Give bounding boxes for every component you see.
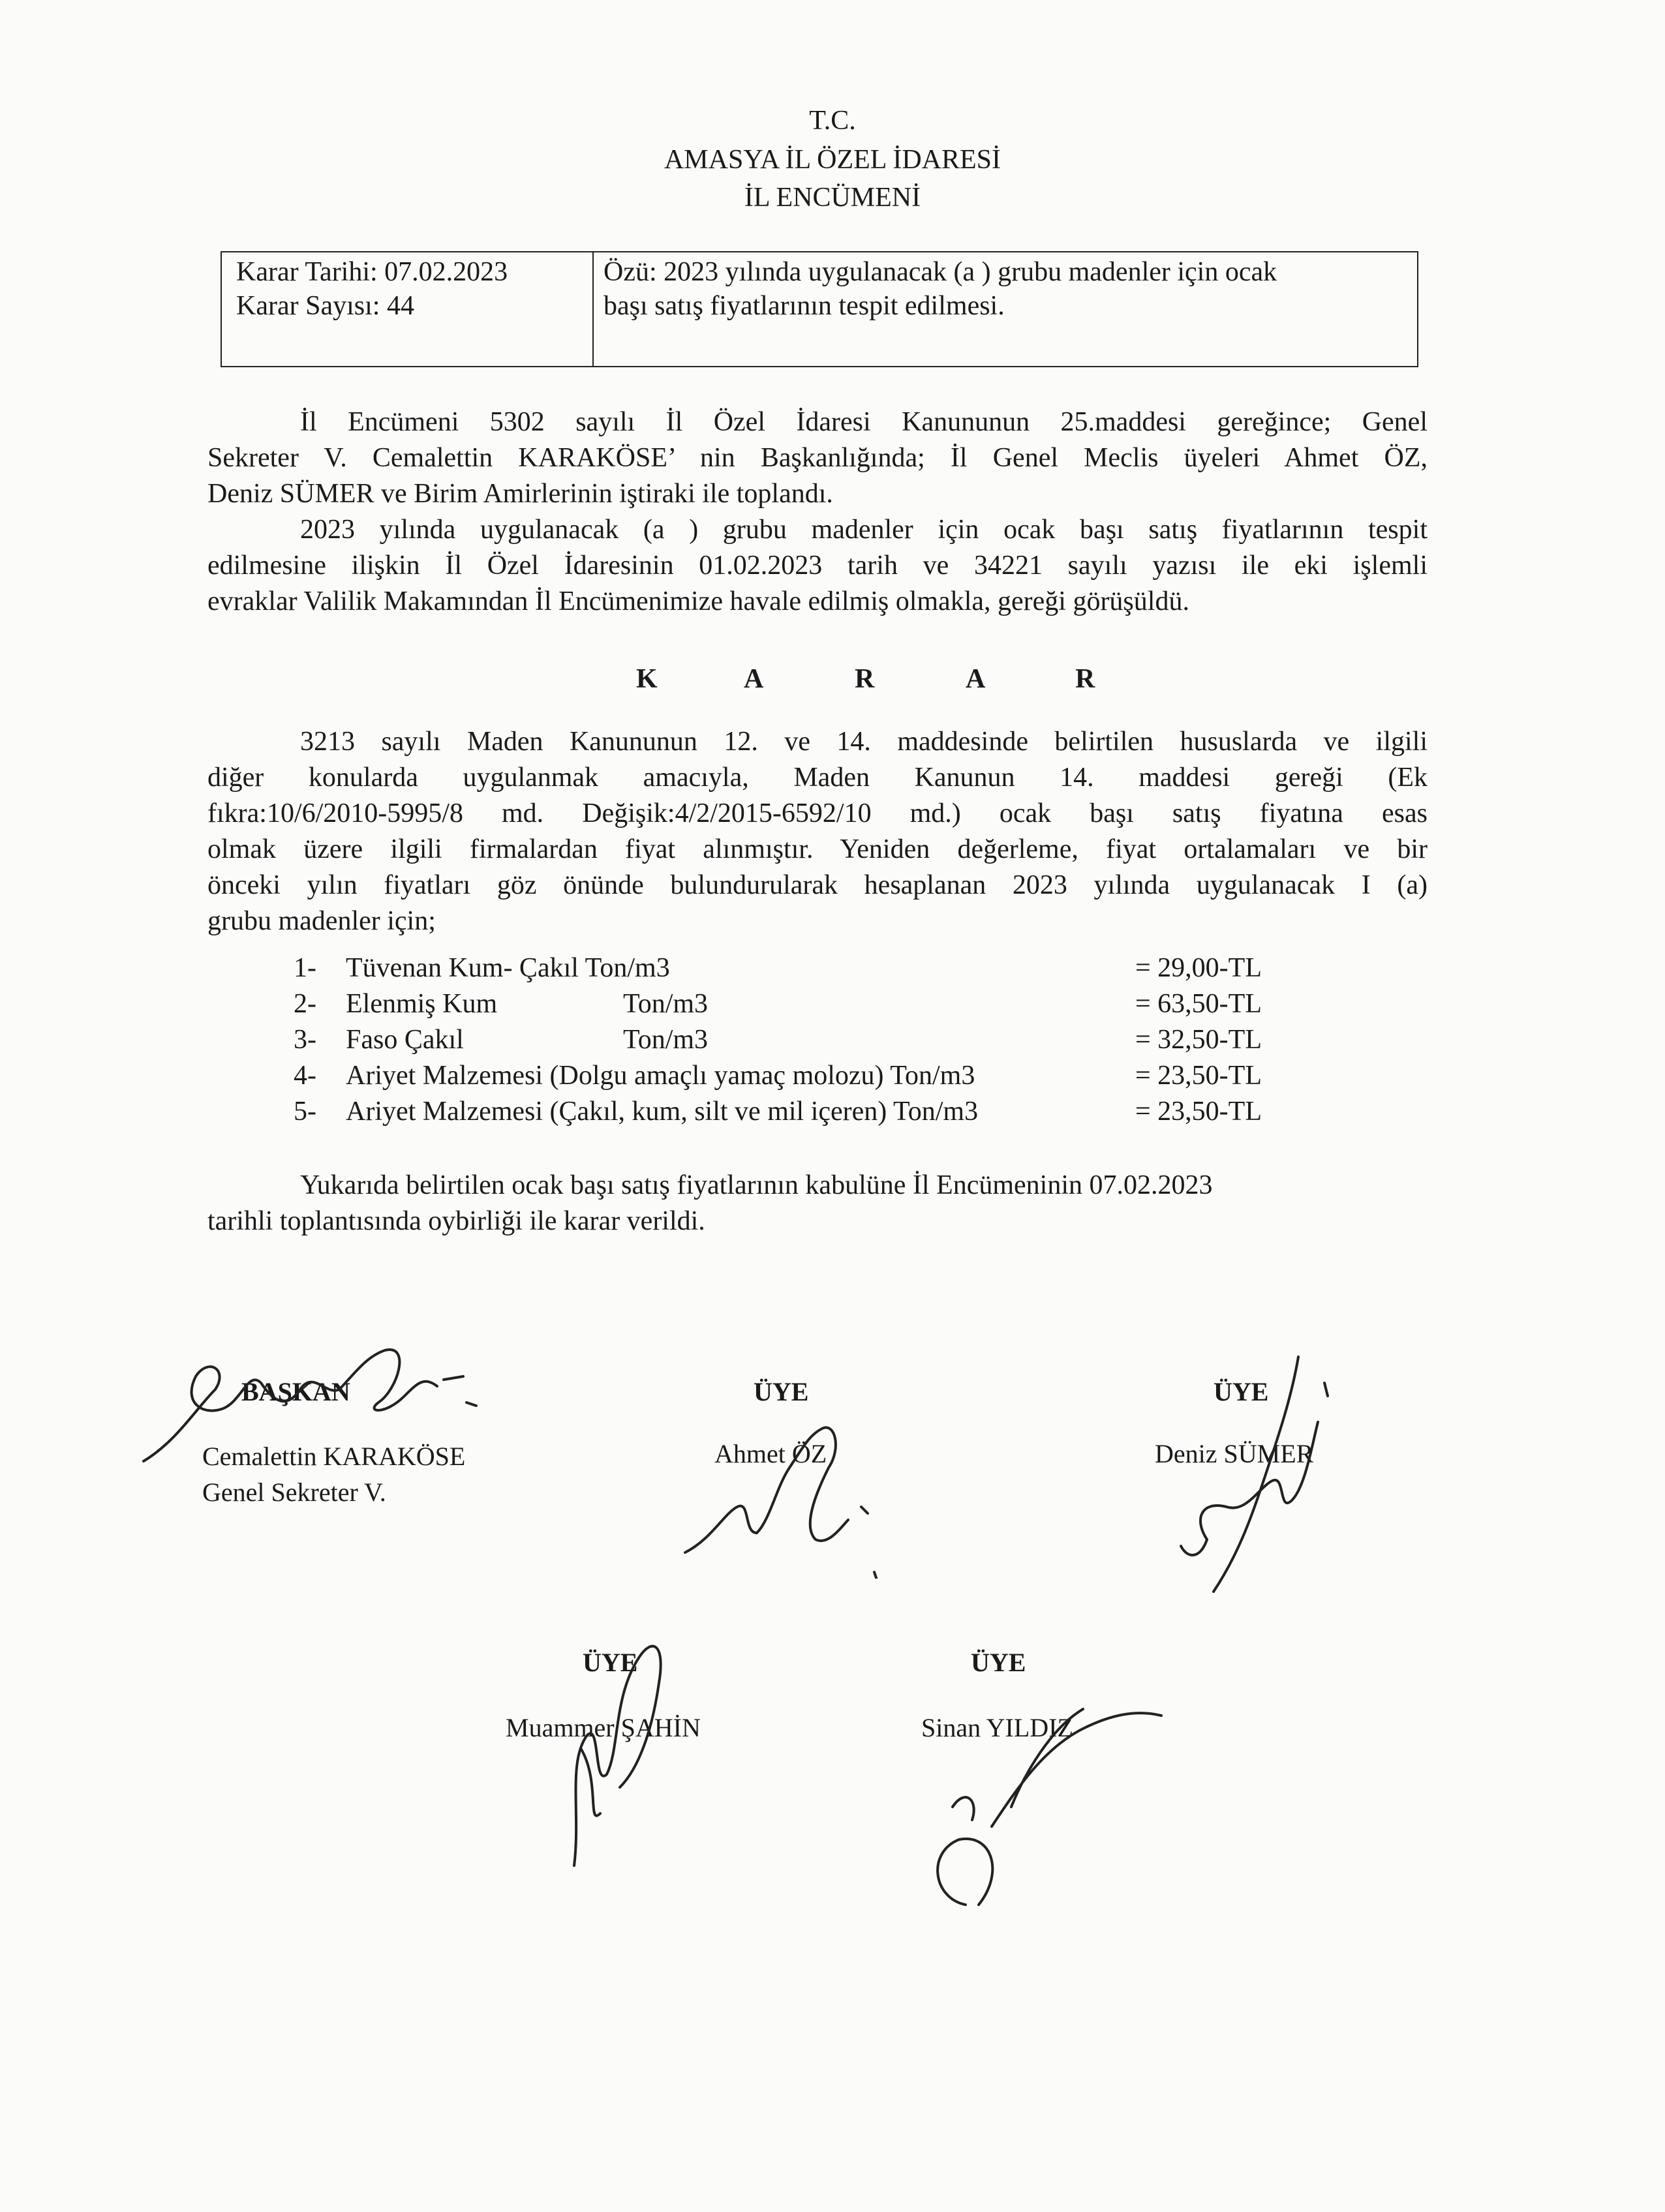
item-price: = 23,50-TL <box>1135 1097 1262 1127</box>
summary-line: Özü: 2023 yılında uygulanacak (a ) grubu madenler için ocak <box>603 257 1277 287</box>
president-signature-scribble <box>137 1331 502 1481</box>
closing-paragraph <box>207 1168 1382 1239</box>
karar-letter: R <box>1075 664 1095 694</box>
member1-signature-scribble <box>672 1409 894 1579</box>
paragraph-line: olmak üzere ilgili firmalardan fiyat alınmıştır. Yeniden değerleme, fiyat ortalamaları ve bir <box>207 834 1428 864</box>
item-unit: Ton/m3 <box>623 989 709 1019</box>
member3-name: Muammer ŞAHİN <box>506 1713 701 1742</box>
karar-letter: K <box>636 664 658 694</box>
member1-name: Ahmet ÖZ <box>714 1439 827 1468</box>
item-name: Elenmiş Kum <box>346 989 498 1019</box>
item-name: Ariyet Malzemesi (Çakıl, kum, silt ve mil içeren) Ton/m3 <box>346 1097 979 1127</box>
header-council: İL ENCÜMENİ <box>744 183 921 213</box>
member4-name: Sinan YILDIZ <box>921 1713 1073 1742</box>
karar-letter: A <box>744 664 764 694</box>
decision-date: Karar Tarihi: 07.02.2023 <box>236 257 508 287</box>
karar-letter: A <box>966 664 986 694</box>
paragraph-line: önceki yılın fiyatları göz önünde bulundurularak hesaplanan 2023 yılında uygulanacak I (a) <box>207 870 1428 900</box>
item-name: Tüvenan Kum- Çakıl Ton/m3 <box>346 953 670 983</box>
item-number: 3- <box>294 1025 316 1055</box>
signatory-name: Cemalettin KARAKÖSE <box>202 1442 466 1471</box>
member4-signature-scribble <box>887 1657 1187 1931</box>
decision-paragraph <box>207 724 1428 939</box>
karar-heading <box>0 663 1665 703</box>
paragraph-line: fıkra:10/6/2010-5995/8 md. Değişik:4/2/2015-6592/10 md.) ocak başı satış fiyatına esas <box>207 798 1428 828</box>
paragraph-line: tarihli toplantısında oybirliği ile karar verildi. <box>207 1206 705 1236</box>
info-box-divider <box>592 252 594 366</box>
karar-letter: R <box>855 664 875 694</box>
decision-meta <box>236 255 508 323</box>
item-name: Faso Çakıl <box>346 1025 464 1055</box>
paragraph-line: İl Encümeni 5302 sayılı İl Özel İdaresi Kanununun 25.maddesi gereğince; Genel <box>300 407 1428 437</box>
paragraph-line: Yukarıda belirtilen ocak başı satış fiyatlarının kabulüne İl Encümeninin 07.02.2023 <box>300 1170 1213 1200</box>
item-price: = 32,50-TL <box>1135 1025 1262 1055</box>
intro-paragraph-1 <box>207 404 1428 512</box>
paragraph-line: diğer konularda uygulanmak amacıyla, Maden Kanunun 14. maddesi gereği (Ek <box>207 763 1428 793</box>
member3-signature-scribble <box>548 1618 705 1892</box>
paragraph-line: grubu madenler için; <box>207 906 436 936</box>
item-price: = 23,50-TL <box>1135 1061 1262 1091</box>
paragraph-line: 3213 sayılı Maden Kanununun 12. ve 14. maddesinde belirtilen hususlarda ve ilgili <box>300 727 1428 757</box>
intro-paragraph-2 <box>207 512 1428 620</box>
item-number: 4- <box>294 1061 316 1091</box>
paragraph-line: edilmesine ilişkin İl Özel İdaresinin 01.02.2023 tarih ve 34221 sayılı yazısı ile eki işlemli <box>207 551 1428 581</box>
decision-info-box <box>221 251 1418 367</box>
signatory-role: ÜYE <box>1214 1377 1269 1406</box>
decision-number: Karar Sayısı: 44 <box>236 291 414 321</box>
item-price: = 63,50-TL <box>1135 989 1262 1019</box>
header-tc: T.C. <box>809 106 856 136</box>
summary-line: başı satış fiyatlarının tespit edilmesi. <box>603 291 1005 321</box>
item-name: Ariyet Malzemesi (Dolgu amaçlı yamaç molozu) Ton/m3 <box>346 1061 975 1091</box>
member2-name: Deniz SÜMER <box>1155 1439 1314 1468</box>
member1-signature-block <box>754 1376 808 1407</box>
item-price: = 29,00-TL <box>1135 953 1262 983</box>
item-number: 2- <box>294 989 316 1019</box>
signatory-title: Genel Sekreter V. <box>202 1477 386 1507</box>
signatory-role: ÜYE <box>971 1648 1026 1677</box>
item-number: 5- <box>294 1097 316 1127</box>
signatory-role: ÜYE <box>754 1377 809 1406</box>
member2-signature-scribble <box>1168 1344 1364 1631</box>
paragraph-line: Sekreter V. Cemalettin KARAKÖSE’ nin Başkanlığında; İl Genel Meclis üyeleri Ahmet ÖZ, <box>207 443 1428 473</box>
header-institution: AMASYA İL ÖZEL İDARESİ <box>664 145 1001 175</box>
decision-summary <box>603 255 1406 323</box>
item-unit: Ton/m3 <box>623 1025 709 1055</box>
item-number: 1- <box>294 953 316 983</box>
paragraph-line: Deniz SÜMER ve Birim Amirlerinin iştiraki ile toplandı. <box>207 479 833 509</box>
signatory-role: ÜYE <box>583 1648 638 1677</box>
paragraph-line: 2023 yılında uygulanacak (a ) grubu madenler için ocak başı satış fiyatlarının tespit <box>300 515 1428 545</box>
paragraph-line: evraklar Valilik Makamından İl Encümenimize havale edilmiş olmakla, gereği görüşüldü. <box>207 586 1189 616</box>
signatory-role: BAŞKAN <box>241 1377 350 1406</box>
